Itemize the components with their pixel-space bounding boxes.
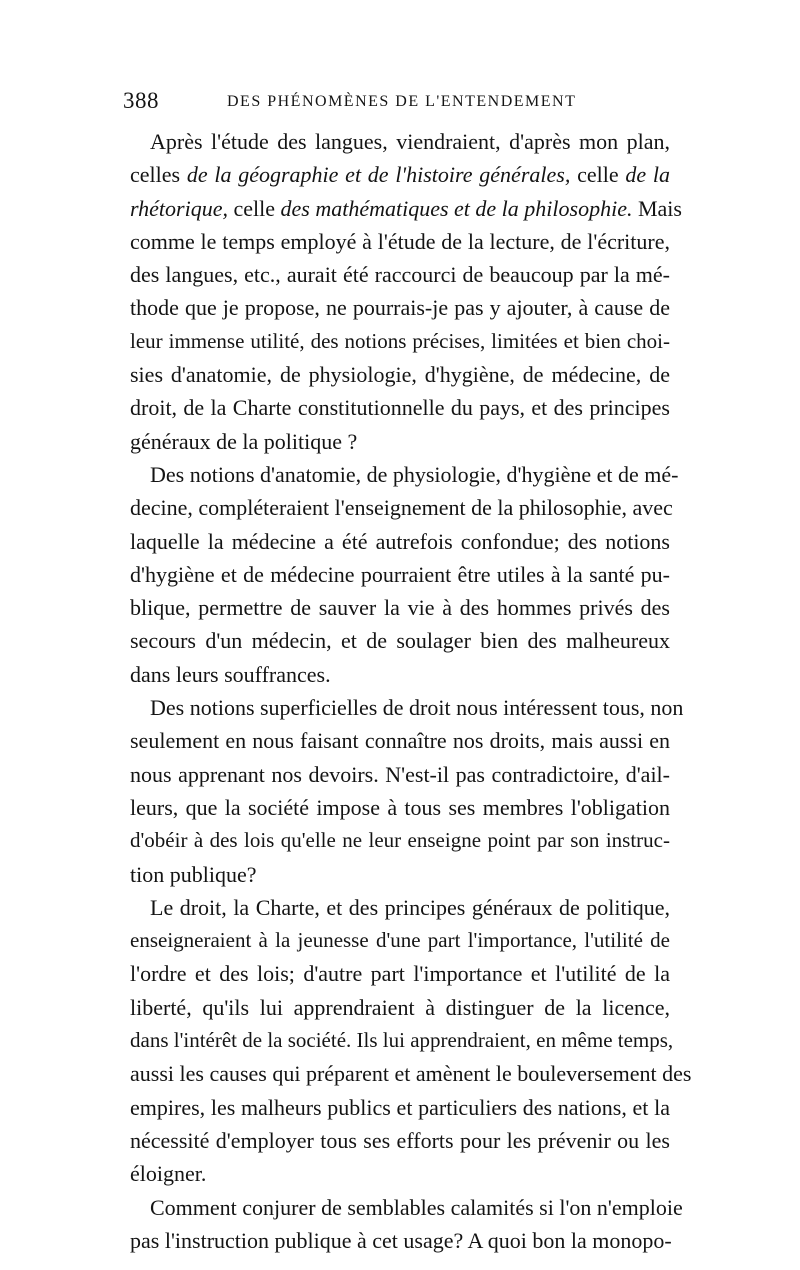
text-line: pas l'instruction publique à cet usage? A quoi bon la monopo- [130, 1227, 672, 1253]
text-line: enseigneraient à la jeunesse d'une part l'importance, l'utilité de [130, 928, 670, 953]
text-line: Des notions d'anatomie, de physiologie, d'hygiène et de mé- [150, 461, 679, 487]
text-line: blique, permettre de sauver la vie à des hommes privés des [130, 595, 670, 621]
running-title: DES PHÉNOMÈNES DE L'ENTENDEMENT [227, 93, 577, 110]
text-line: leurs, que la société impose à tous ses membres l'obligation [130, 794, 670, 820]
text-line: droit, de la Charte constitutionnelle du pays, et des principes [130, 395, 670, 421]
text-line: celles de la géographie et de l'histoire générales, celle de la [130, 162, 670, 188]
text-line: d'hygiène et de médecine pourraient être utiles à la santé pu- [130, 561, 670, 587]
text-line: dans l'intérêt de la société. Ils lui apprendraient, en même temps, [130, 1028, 674, 1053]
text-line: d'obéir à des lois qu'elle ne leur enseigne point par son instruc- [130, 828, 670, 853]
text-line: sies d'anatomie, de physiologie, d'hygiène, de médecine, de [130, 362, 670, 388]
text-line: seulement en nous faisant connaître nos droits, mais aussi en [130, 728, 670, 754]
text-line: empires, les malheurs publics et particuliers des nations, et la [130, 1094, 670, 1120]
text-line: nous apprenant nos devoirs. N'est-il pas contradictoire, d'ail- [130, 761, 670, 787]
text-line: dans leurs souffrances. [130, 661, 331, 687]
text-line: laquelle la médecine a été autrefois confondue; des notions [130, 528, 670, 554]
text-line: Des notions superficielles de droit nous intéressent tous, non [150, 695, 684, 721]
text-line: tion publique? [130, 861, 257, 887]
text-line: secours d'un médecin, et de soulager bien des malheureux [130, 628, 670, 654]
text-line: Le droit, la Charte, et des principes généraux de politique, [150, 894, 670, 920]
text-line: leur immense utilité, des notions précises, limitées et bien choi- [130, 328, 670, 353]
text-line: nécessité d'employer tous ses efforts pour les prévenir ou les [130, 1127, 670, 1153]
text-line: Après l'étude des langues, viendraient, d'après mon plan, [150, 129, 670, 154]
text-line: rhétorique, celle des mathématiques et de la philosophie. Mais [130, 195, 682, 221]
text-line: Comment conjurer de semblables calamités si l'on n'emploie [150, 1194, 683, 1220]
text-line: thode que je propose, ne pourrais-je pas y ajouter, à cause de [130, 295, 670, 321]
text-line: éloigner. [130, 1161, 207, 1187]
running-head [123, 88, 668, 118]
text-line: généraux de la politique ? [130, 428, 358, 454]
text-line: liberté, qu'ils lui apprendraient à distinguer de la licence, [130, 994, 670, 1020]
text-line: comme le temps employé à l'étude de la lecture, de l'écriture, [130, 228, 670, 254]
text-line: decine, compléteraient l'enseignement de la philosophie, avec [130, 495, 673, 521]
text-line: l'ordre et des lois; d'autre part l'importance et l'utilité de la [130, 961, 670, 987]
text-line: aussi les causes qui préparent et amènent le bouleversement des [130, 1061, 692, 1087]
page-number: 388 [123, 88, 159, 113]
body-text [130, 125, 692, 1257]
text-line: des langues, etc., aurait été raccourci de beaucoup par la mé- [130, 262, 670, 288]
